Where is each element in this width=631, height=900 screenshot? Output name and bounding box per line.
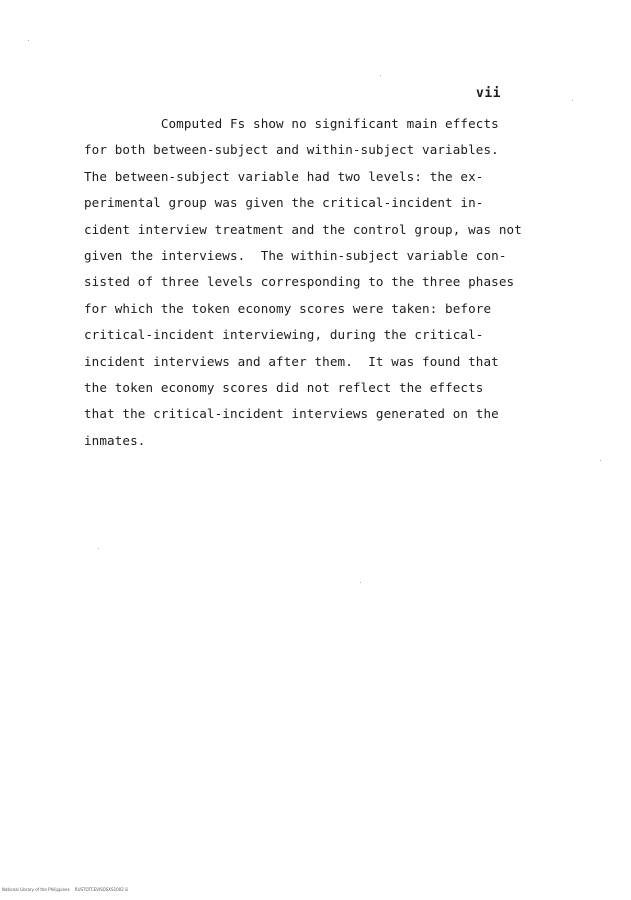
text-line: for both between-subject and within-subject variables. bbox=[84, 142, 499, 158]
text-line: critical-incident interviewing, during the critical- bbox=[84, 327, 484, 343]
text-line: inmates. bbox=[84, 432, 146, 448]
page-number: vii bbox=[476, 86, 501, 101]
text-line: perimental group was given the critical-incident in- bbox=[84, 195, 484, 211]
scan-speck bbox=[380, 75, 381, 76]
scan-speck bbox=[600, 460, 601, 461]
text-line: given the interviews. The within-subject variable con- bbox=[84, 247, 507, 263]
scan-speck bbox=[28, 40, 29, 41]
text-line: The between-subject variable had two levels: the ex- bbox=[84, 168, 484, 184]
text-line: that the critical-incident interviews generated on the bbox=[84, 406, 499, 422]
abstract-paragraph bbox=[84, 111, 574, 454]
scan-speck bbox=[572, 100, 573, 101]
text-line: the token economy scores did not reflect the effects bbox=[84, 379, 484, 395]
text-line: for which the token economy scores were taken: before bbox=[84, 300, 492, 316]
scan-footer: National Library of the Philippines RUSTOTCEVISOSXS1002 iii bbox=[2, 887, 129, 892]
scan-speck bbox=[98, 548, 99, 549]
text-line: cident interview treatment and the control group, was not bbox=[84, 221, 522, 237]
text-line: sisted of three levels corresponding to the three phases bbox=[84, 274, 515, 290]
scan-speck bbox=[360, 582, 361, 583]
text-line: Computed Fs show no significant main effects bbox=[84, 116, 499, 131]
text-line: incident interviews and after them. It was found that bbox=[84, 353, 499, 369]
